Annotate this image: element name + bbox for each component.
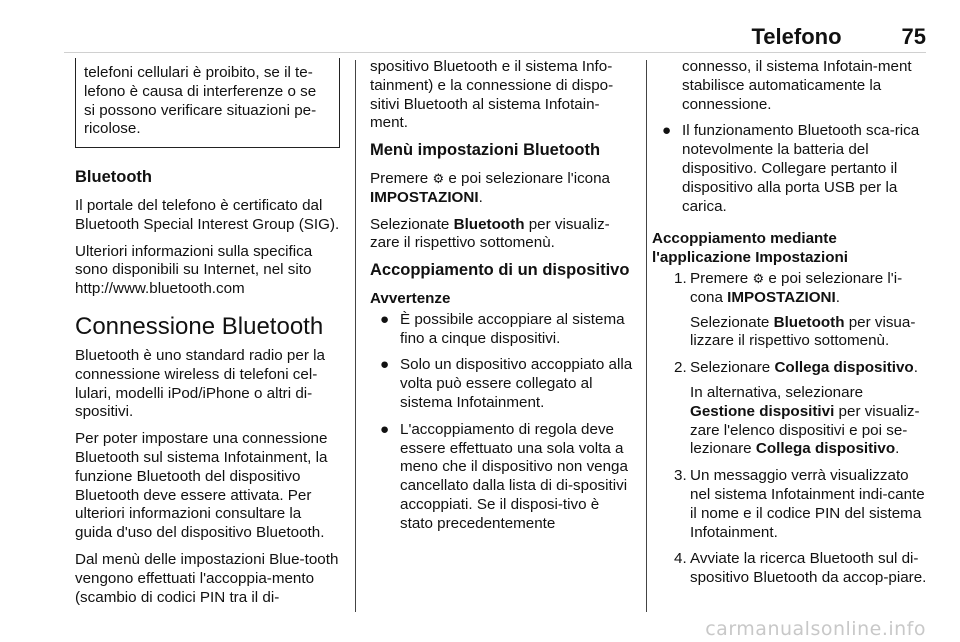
battery-list xyxy=(652,122,928,216)
page-header xyxy=(626,24,926,60)
column-divider-1 xyxy=(355,60,356,612)
step-item: 3. Un messaggio verrà visualizzato nel sistema Infotainment indi-cante il nome e il codice PIN del sistema Infotainment. xyxy=(674,467,925,541)
bluetooth-paragraph-1: Il portale del telefono è certificato dal Bluetooth Special Interest Group (SIG). xyxy=(75,196,340,233)
bullet-icon: ● xyxy=(380,310,390,328)
bullet-icon: ● xyxy=(380,356,390,374)
page-title: Telefono xyxy=(751,24,842,49)
bluetooth-paragraph-2: Ulteriori informazioni sulla specifica sono disponibili su Internet, nel sito http://www.bluetooth.com xyxy=(75,242,313,298)
list-item: ● È possibile accoppiare al sistema fino a cinque dispositivi. xyxy=(380,310,625,347)
connection-paragraph-2: Per poter impostare una connessione Bluetooth sul sistema Infotainment, la funzione Bluetooth del dispositivo Bluetooth deve essere attivata. Per ulteriori informazioni consultare la guida d'uso del dispositivo Bluetooth. xyxy=(75,430,328,542)
pairing-heading: Accoppiamento di un dispositivo xyxy=(370,261,630,280)
list-item: ● Solo un dispositivo accoppiato alla volta può essere collegato al sistema Infotainment. xyxy=(380,356,633,411)
column-1 xyxy=(75,58,340,615)
app-pairing-heading: Accoppiamento mediante l'applicazione Impostazioni xyxy=(652,230,849,267)
list-item: ● Il funzionamento Bluetooth sca-rica notevolmente la batteria del dispositivo. Collegare pertanto il dispositivo alla porta USB per la carica. xyxy=(662,122,920,215)
settings-menu-heading: Menù impostazioni Bluetooth xyxy=(370,141,601,160)
step-item: 2. Selezionare Collega dispositivo. In alternativa, selezionare Gestione dispositivi per visualiz-zare l'elenco dispositivi e poi se-lezionare Collega dispositivo. xyxy=(674,359,920,458)
warnings-list xyxy=(370,311,635,534)
gear-icon: ⚙ xyxy=(432,170,445,186)
bluetooth-heading: Bluetooth xyxy=(75,168,152,187)
step-item: 4. Avviate la ricerca Bluetooth sul di-spositivo Bluetooth da accop-piare. xyxy=(674,550,927,587)
header-rule xyxy=(64,52,926,53)
bullet-icon: ● xyxy=(662,122,672,140)
page-number: 75 xyxy=(901,24,926,49)
settings-menu-paragraph-2: Selezionate Bluetooth per visualiz-zare il rispettivo sottomenù. xyxy=(370,215,610,252)
connection-paragraph-3: Dal menù delle impostazioni Blue-tooth vengono effettuati l'accoppia-mento (scambio di codici PIN tra il di- xyxy=(75,550,339,606)
column-divider-2 xyxy=(646,60,647,612)
gear-icon: ⚙ xyxy=(752,270,765,286)
column-2 xyxy=(370,58,635,544)
connection-heading: Connessione Bluetooth xyxy=(75,312,324,340)
watermark: carmanualsonline.info xyxy=(705,618,926,640)
warnings-label: Avvertenze xyxy=(370,289,451,307)
pairing-steps xyxy=(652,270,928,588)
list-item: ● L'accoppiamento di regola deve essere effettuato una sola volta a meno che il dispositivo non venga cancellato dalla lista di di-spositivi accoppiati. Se il disposi-tivo è stato precedentemente xyxy=(380,420,628,532)
note-box xyxy=(75,58,340,148)
note-text: telefoni cellulari è proibito, se il te-lefono è causa di interferenze o se si possono verificare situazioni pe-ricolose. xyxy=(84,64,317,138)
column-3 xyxy=(652,58,928,596)
connection-paragraph-1: Bluetooth è uno standard radio per la connessione wireless di telefoni cel-lulari, modelli iPod/iPhone o altri di-spositivi. xyxy=(75,346,325,421)
step-item: 1. Premere ⚙ e poi selezionare l'i-cona IMPOSTAZIONI. Selezionate Bluetooth per visua-lizzare il rispettivo sottomenù. xyxy=(674,269,916,350)
bullet-icon: ● xyxy=(380,420,390,438)
settings-menu-paragraph-1: Premere ⚙ e poi selezionare l'icona IMPOSTAZIONI. xyxy=(370,169,611,206)
continued-bullet-text: connesso, il sistema Infotain-ment stabilisce automaticamente la connessione. xyxy=(682,58,912,113)
continued-paragraph: spositivo Bluetooth e il sistema Info-tainment) e la connessione di dispo-sitivi Bluetooth al sistema Infotain-ment. xyxy=(370,58,614,132)
